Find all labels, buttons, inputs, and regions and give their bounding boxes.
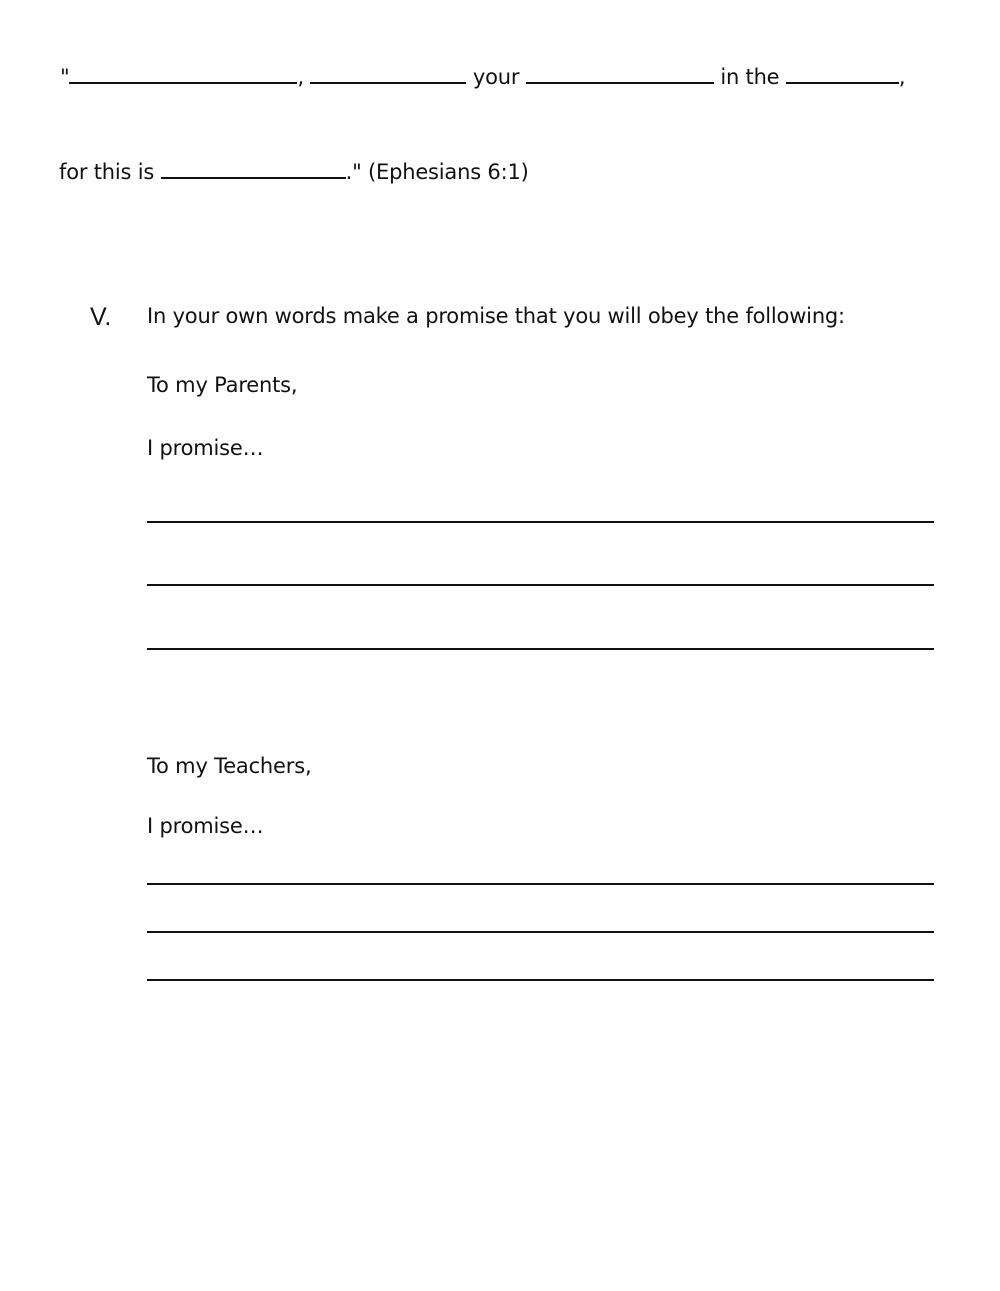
parents-answer-line-3[interactable] [147,648,934,650]
verse-comma-1: , [297,65,304,89]
open-quote: " [60,65,70,89]
section-instruction: In your own words make a promise that you will obey the following: [147,304,845,328]
verse-blank-5[interactable] [161,157,346,179]
teachers-answer-line-2[interactable] [147,931,934,933]
verse-blank-2[interactable] [310,62,466,84]
verse-blank-4[interactable] [786,62,899,84]
verse-line-1 [60,62,905,91]
parents-answer-line-1[interactable] [147,521,934,523]
parents-promise-prompt: I promise… [147,436,264,460]
verse-lead: for this is [59,160,155,184]
verse-blank-1[interactable] [69,62,297,84]
verse-comma-2: , [898,65,906,89]
verse-reference: ." (Ephesians 6:1) [345,160,529,184]
verse-word-in-the: in the [720,65,780,89]
parents-answer-line-2[interactable] [147,584,934,586]
teachers-heading: To my Teachers, [147,754,312,778]
verse-line-2 [59,157,529,186]
verse-blank-3[interactable] [526,62,714,84]
parents-heading: To my Parents, [147,373,298,397]
teachers-answer-line-3[interactable] [147,979,934,981]
teachers-answer-line-1[interactable] [147,883,934,885]
teachers-promise-prompt: I promise… [147,814,264,838]
verse-word-your: your [472,65,520,89]
section-numeral: V. [90,303,112,331]
